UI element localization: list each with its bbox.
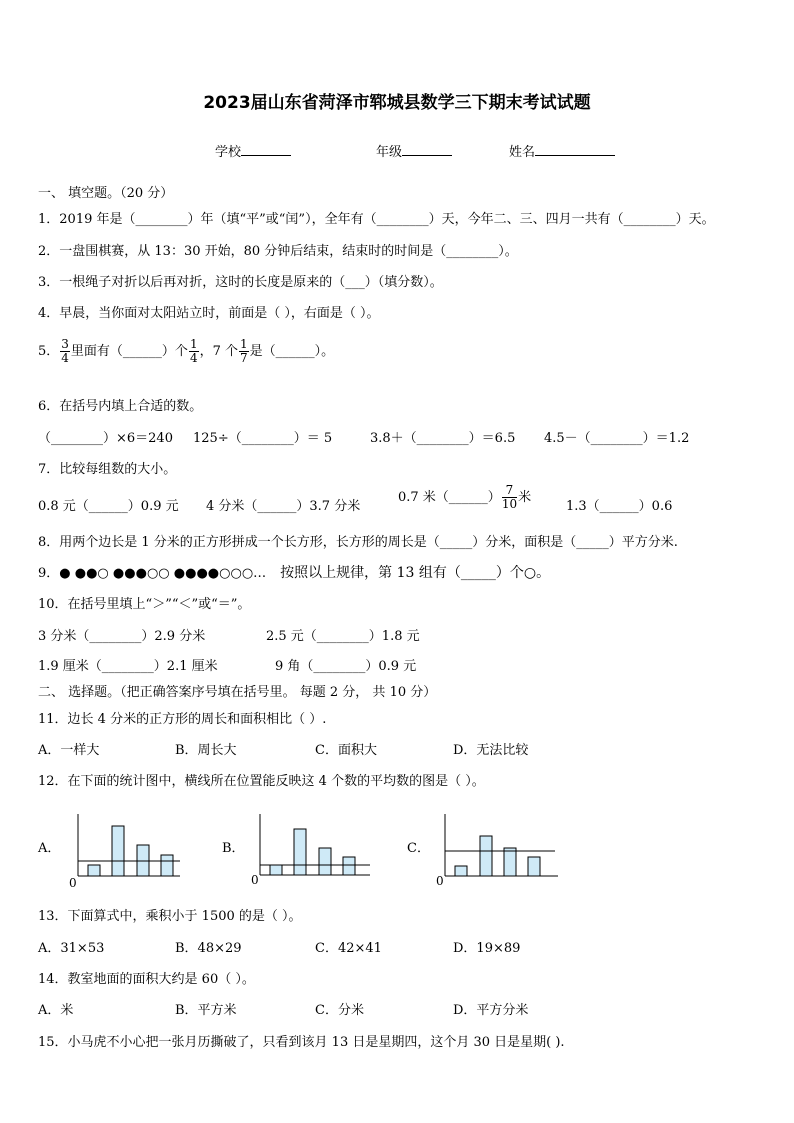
- bar: [528, 857, 540, 876]
- question-1: 1．2019 年是（________）年（填“平”或“闰”），全年有（________）天，今年二、三、四月一共有（________）天。: [38, 212, 715, 227]
- bar: [112, 826, 124, 876]
- q7-item-4: 1.3（______）0.6: [566, 499, 673, 514]
- bar: [455, 866, 467, 876]
- fraction-numerator: 1: [239, 337, 248, 351]
- grade-field: [376, 141, 452, 160]
- school-label: 学校: [215, 145, 242, 160]
- q11-option-b[interactable]: B．周长大: [175, 743, 237, 758]
- bar: [480, 836, 492, 876]
- q12-option-b-label[interactable]: B．: [222, 841, 245, 856]
- name-label: 姓名: [509, 145, 536, 160]
- fraction-denominator: 7: [239, 351, 248, 365]
- q13-option-a[interactable]: A．31×53: [38, 941, 105, 956]
- school-field: [215, 141, 291, 160]
- question-7-stem: 7．比较每组数的大小。: [38, 462, 177, 477]
- q14-option-c[interactable]: C．分米: [315, 1003, 364, 1018]
- q7-item-3-b: 米: [518, 490, 532, 505]
- grade-underline[interactable]: [402, 142, 452, 156]
- question-6-stem: 6．在括号内填上合适的数。: [38, 399, 203, 414]
- question-8: 8．用两个边长是 1 分米的正方形拼成一个长方形，长方形的周长是（_____）分米，面积是（_____）平方分米.: [38, 535, 678, 550]
- q6-item-4: 4.5－（________）＝1.2: [544, 431, 690, 446]
- question-2: 2．一盘围棋赛，从 13：30 开始，80 分钟后结束，结束时的时间是（________）。: [38, 244, 518, 259]
- q13-option-d[interactable]: D．19×89: [453, 941, 521, 956]
- q5-text-c: ，7 个: [199, 344, 238, 359]
- q7-item-1: 0.8 元（______）0.9 元: [38, 499, 179, 514]
- q9-text: 按照以上规律，第 13 组有（_____）个○。: [280, 565, 551, 581]
- question-10-stem: 10．在括号里填上“＞”“＜”或“＝”。: [38, 597, 251, 612]
- q12-option-a-label[interactable]: A．: [38, 841, 61, 856]
- fraction-numerator: 1: [189, 337, 198, 351]
- q5-text-b: 里面有（______）个: [70, 344, 188, 359]
- name-underline[interactable]: [535, 142, 615, 156]
- question-4: 4．早晨，当你面对太阳站立时，前面是（ ），右面是（ ）。: [38, 306, 380, 321]
- q12-option-c-label[interactable]: C．: [407, 841, 430, 856]
- q14-option-b[interactable]: B．平方米: [175, 1003, 237, 1018]
- fraction-denominator: 4: [189, 351, 198, 365]
- q9-sequence: 9．● ●●○ ●●●○○ ●●●●○○○…: [38, 566, 267, 581]
- question-9: [38, 562, 550, 582]
- bar: [343, 857, 355, 875]
- q6-item-2: 125÷（________）＝ 5: [193, 431, 333, 446]
- section1-heading: 一、 填空题。（20 分）: [38, 186, 174, 201]
- fraction-numerator: 7: [502, 484, 517, 498]
- chart-a[interactable]: [66, 808, 186, 890]
- chart-c[interactable]: [433, 808, 563, 890]
- q5-number: 5．: [38, 344, 60, 359]
- bar: [270, 865, 282, 875]
- chart-b[interactable]: [248, 808, 376, 890]
- q6-item-1: （________）×6＝240: [38, 431, 173, 446]
- name-field: [509, 141, 615, 160]
- q13-option-c[interactable]: C．42×41: [315, 941, 382, 956]
- q11-option-a[interactable]: A．一样大: [38, 743, 100, 758]
- q11-option-c[interactable]: C．面积大: [315, 743, 377, 758]
- q13-option-b[interactable]: B．48×29: [175, 941, 242, 956]
- axis-zero-label: 0: [251, 873, 259, 887]
- fraction-one-seventh: [239, 338, 249, 365]
- question-15: 15．小马虎不小心把一张月历撕破了，只看到该月 13 日是星期四，这个月 30 日是星期( ).: [38, 1035, 565, 1050]
- bar: [161, 855, 173, 876]
- q7-item-2: 4 分米（______）3.7 分米: [206, 499, 361, 514]
- q6-item-3: 3.8＋（________）＝6.5: [370, 431, 516, 446]
- fraction-seven-tenths: [502, 484, 517, 511]
- page-title: 2023届山东省菏泽市郓城县数学三下期末考试试题: [203, 93, 591, 113]
- fraction-numerator: 3: [61, 337, 69, 351]
- question-12-stem: 12．在下面的统计图中，横线所在位置能反映这 4 个数的平均数的图是（ ）。: [38, 774, 485, 789]
- grade-label: 年级: [376, 145, 403, 160]
- fraction-denominator: 4: [61, 351, 69, 365]
- q10-item-4: 9 角（________）0.9 元: [275, 659, 417, 674]
- section2-heading: 二、 选择题。（把正确答案序号填在括号里。 每题 2 分， 共 10 分）: [38, 685, 437, 700]
- bar: [294, 829, 306, 875]
- question-11-stem: 11．边长 4 分米的正方形的周长和面积相比（ ）.: [38, 712, 327, 727]
- question-5: [38, 338, 334, 365]
- fraction-denominator: 10: [501, 497, 518, 511]
- question-13-stem: 13．下面算式中，乘积小于 1500 的是（ ）。: [38, 909, 302, 924]
- q11-option-d[interactable]: D．无法比较: [453, 743, 529, 758]
- q10-item-2: 2.5 元（________）1.8 元: [266, 629, 420, 644]
- q7-item-3: [398, 484, 531, 511]
- q14-option-d[interactable]: D．平方分米: [453, 1003, 529, 1018]
- q10-item-3: 1.9 厘米（________）2.1 厘米: [38, 659, 218, 674]
- q5-text-d: 是（______）。: [249, 344, 335, 359]
- axis-zero-label: 0: [69, 876, 77, 890]
- q10-item-1: 3 分米（________）2.9 分米: [38, 629, 206, 644]
- bar: [504, 848, 516, 876]
- question-3: 3．一根绳子对折以后再对折，这时的长度是原来的（___）（填分数）。: [38, 275, 443, 290]
- axis-zero-label: 0: [436, 874, 444, 888]
- bar: [319, 848, 331, 875]
- question-14-stem: 14．教室地面的面积大约是 60（ ）。: [38, 972, 255, 987]
- bar: [88, 865, 100, 876]
- q14-option-a[interactable]: A．米: [38, 1003, 74, 1018]
- q7-item-3-a: 0.7 米（______）: [398, 490, 501, 505]
- school-underline[interactable]: [241, 142, 291, 156]
- fraction-three-quarters: [60, 338, 70, 365]
- fraction-one-quarter: [189, 338, 199, 365]
